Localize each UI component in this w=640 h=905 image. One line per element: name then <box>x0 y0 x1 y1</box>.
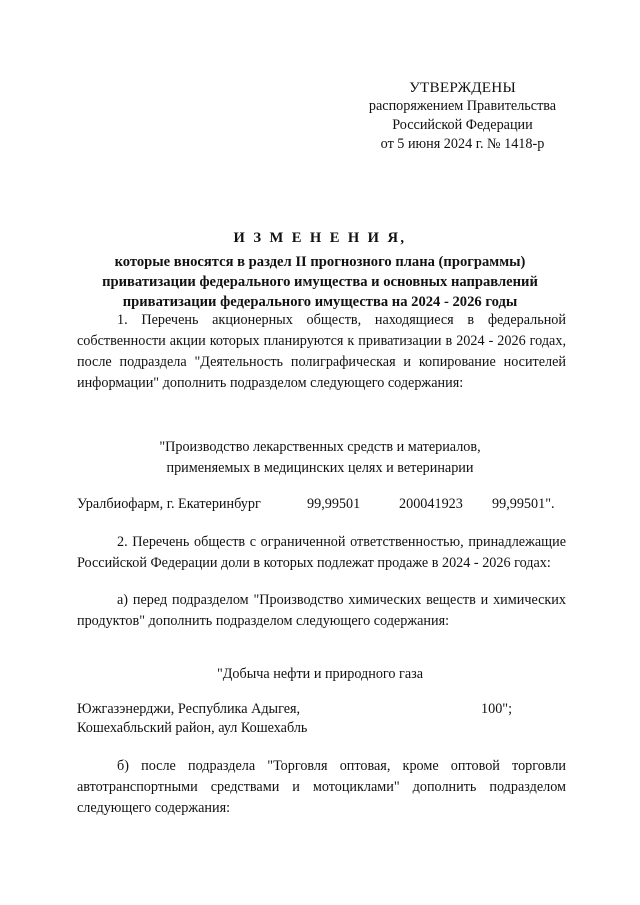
entry-company-name-line-2: Кошехабльский район, аул Кошехабль <box>77 720 308 736</box>
heading-line-3: приватизации федерального имущества на 2024 - 2026 годы <box>122 294 518 310</box>
item-2-text: 2. Перечень обществ с ограниченной ответственностью, принадлежащие Российской Федерации доли в которых подлежат продаже в 2024 - 2026 годах: <box>77 534 566 571</box>
item-1-subsection-line-1: "Производство лекарственных средств и материалов, <box>159 439 481 455</box>
item-1-text: 1. Перечень акционерных обществ, находящиеся в федеральной собственности акции которых планируются к приватизации в 2024 - 2026 годах, после подраздела "Деятельность полиграфическая и копирование носителей информации" дополнить подразделом следующего содержания: <box>77 312 566 391</box>
approval-line-3: от 5 июня 2024 г. № 1418-р <box>380 136 545 152</box>
entry-company-name: Уралбиофарм, г. Екатеринбург <box>77 496 261 512</box>
item-1-entry-row <box>77 496 566 517</box>
entry-code: 200041923 <box>399 496 463 512</box>
item-2-entry-row-1 <box>77 701 566 722</box>
approval-stamp <box>340 78 585 154</box>
item-2-paragraph <box>77 532 566 574</box>
item-2-sub-a-text: а) перед подразделом "Производство химических веществ и химических продуктов" дополнить подразделом следующего содержания: <box>77 592 566 629</box>
item-2-entry-row-2 <box>77 720 566 741</box>
approval-title: УТВЕРЖДЕНЫ <box>409 79 516 96</box>
entry-share-end: 99,99501". <box>492 496 555 512</box>
heading-line-1: которые вносятся в раздел II прогнозного плана (программы) <box>114 254 526 270</box>
entry-share: 99,99501 <box>307 496 361 512</box>
entry-share: 100"; <box>481 701 513 717</box>
item-1-subsection <box>60 437 580 479</box>
item-2-sub-b-paragraph <box>77 756 566 819</box>
document-heading <box>60 228 580 312</box>
item-2-subsection <box>60 664 580 685</box>
item-2-sub-a-paragraph <box>77 590 566 632</box>
approval-line-2: Российской Федерации <box>392 117 533 133</box>
item-1-paragraph <box>77 310 566 394</box>
entry-company-name-line-1: Южгазэнерджи, Республика Адыгея, <box>77 701 301 717</box>
approval-line-1: распоряжением Правительства <box>368 98 557 114</box>
item-2-subsection-line: "Добыча нефти и природного газа <box>216 666 424 682</box>
item-1-subsection-line-2: применяемых в медицинских целях и ветеринарии <box>166 460 474 476</box>
heading-line-2: приватизации федерального имущества и основных направлений <box>102 274 538 290</box>
heading-title: И З М Е Н Е Н И Я, <box>233 230 407 246</box>
item-2-sub-b-text: б) после подраздела "Торговля оптовая, кроме оптовой торговли автотранспортными средствами и мотоциклами" дополнить подразделом следующего содержания: <box>77 758 566 816</box>
